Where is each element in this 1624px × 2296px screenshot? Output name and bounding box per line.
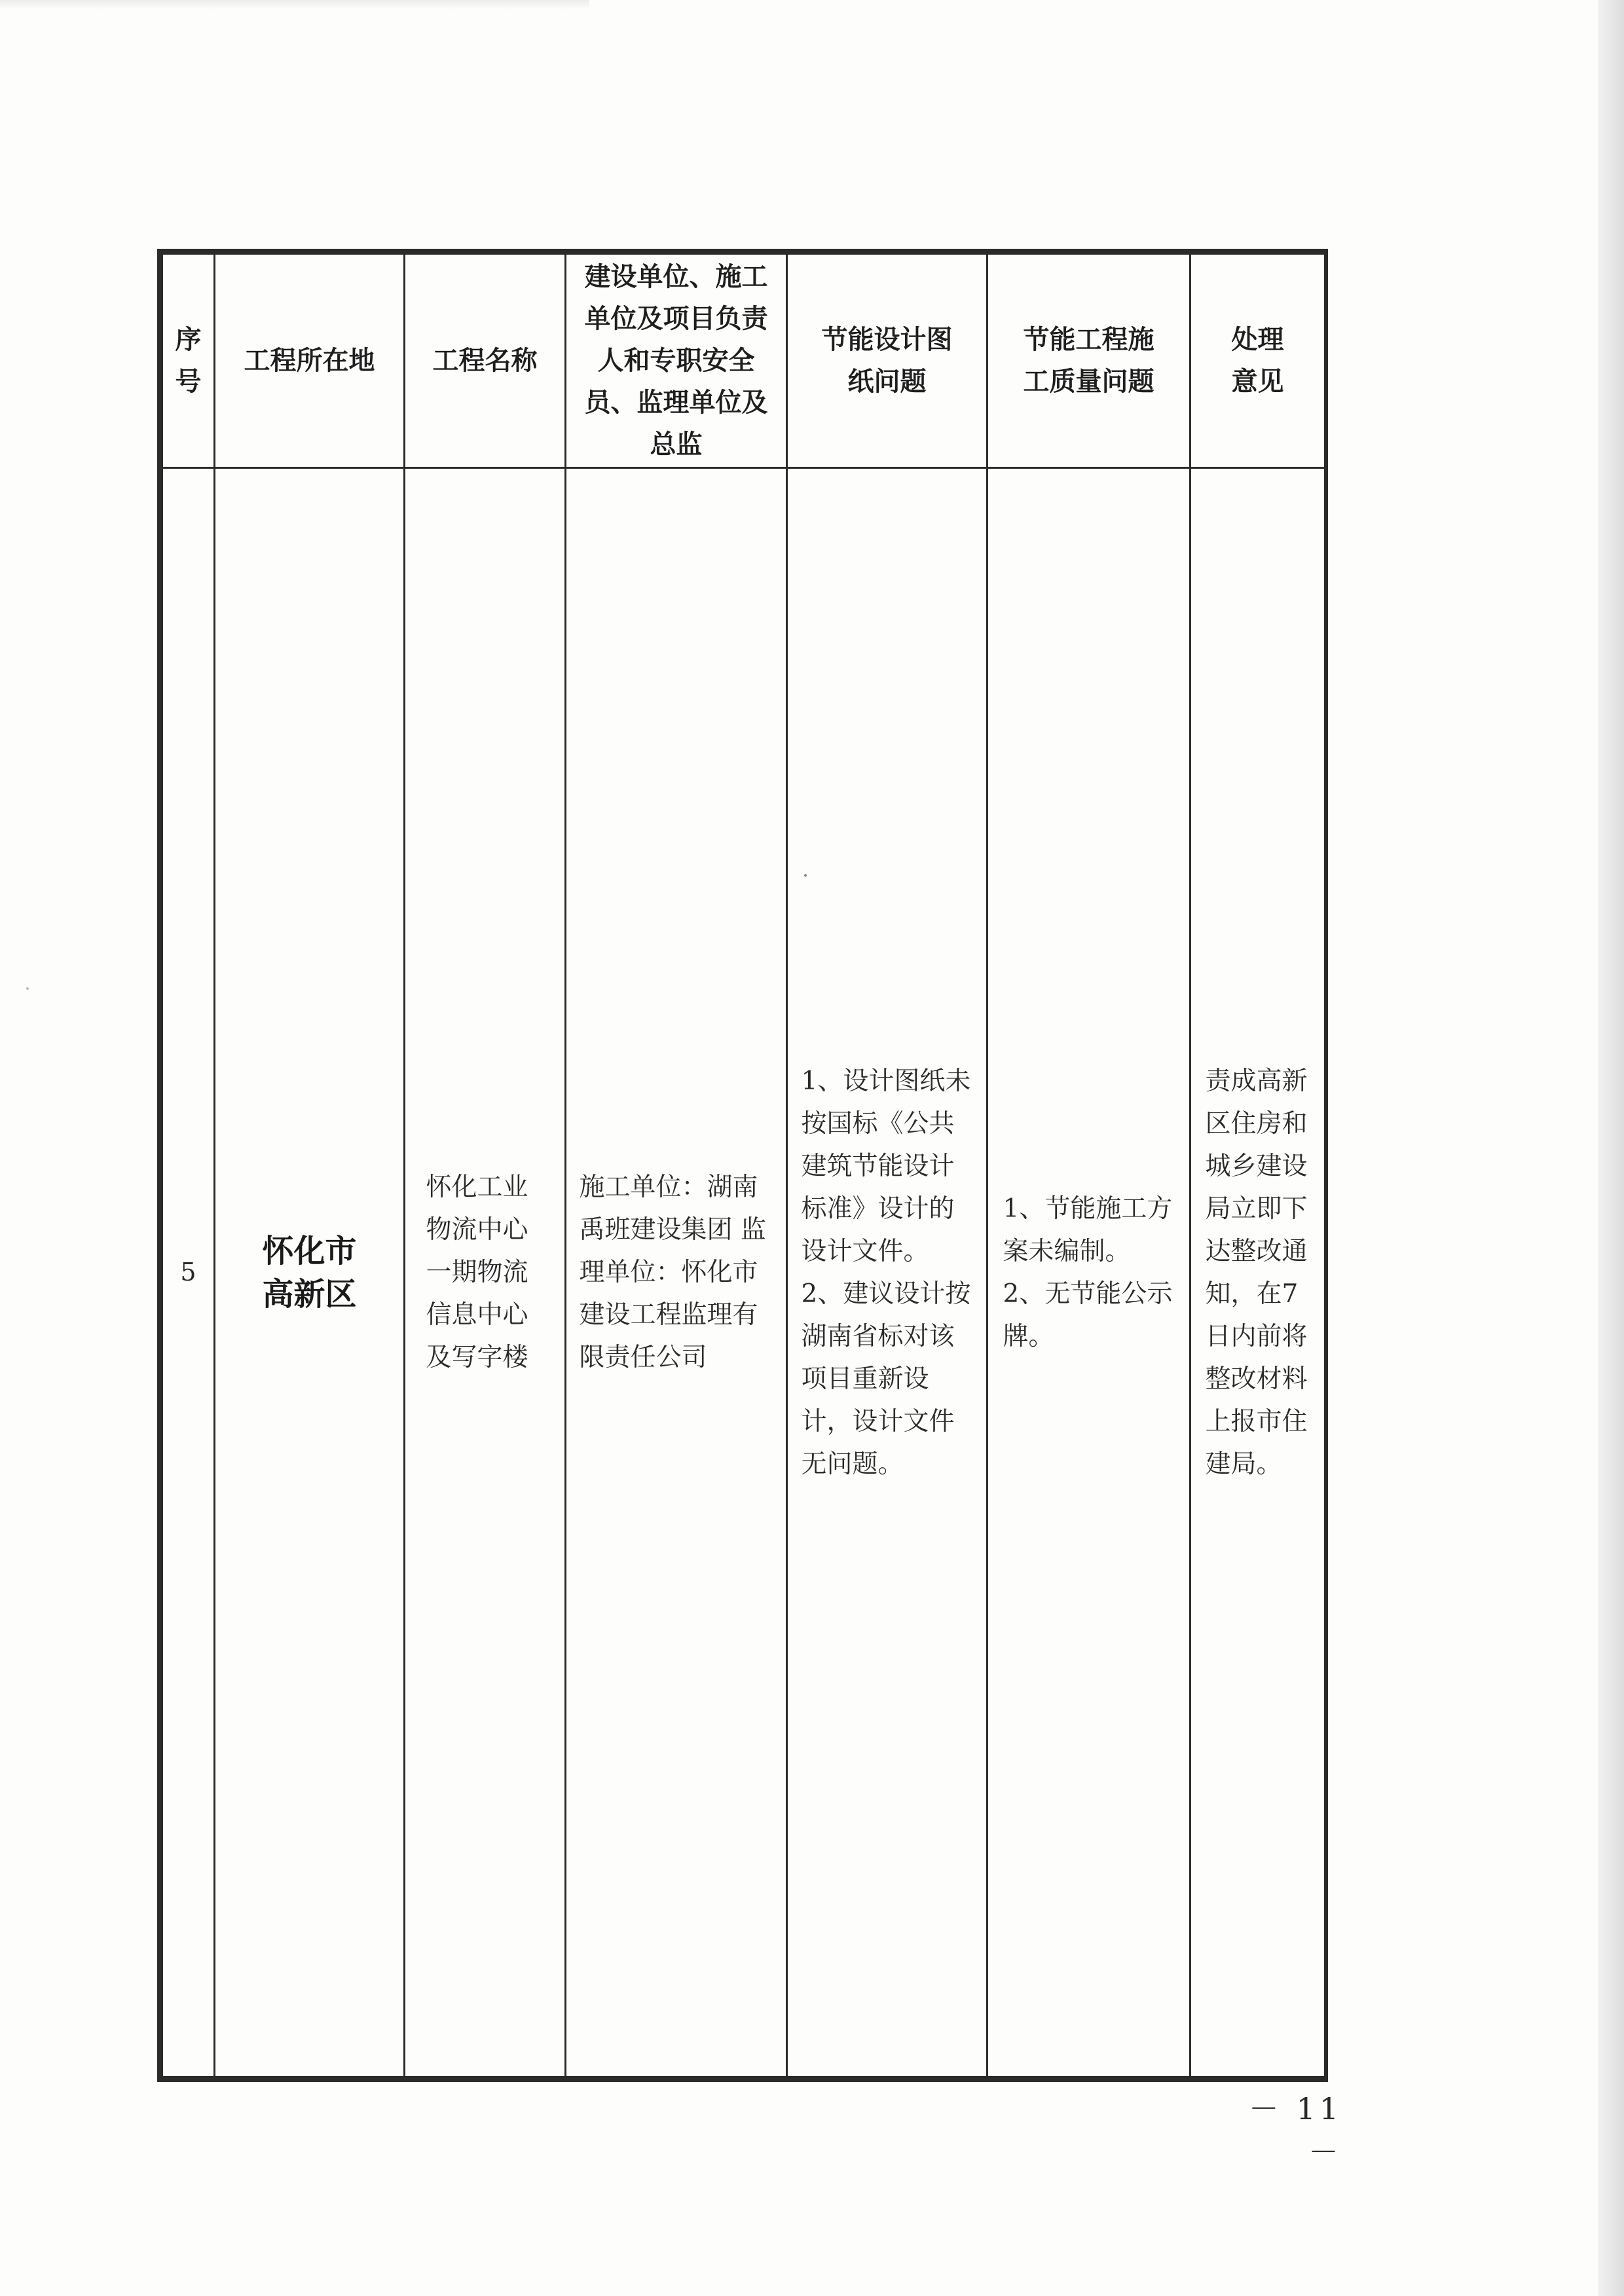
scan-edge <box>1598 0 1624 2296</box>
inspection-table <box>157 249 1328 2082</box>
header-units: 建设单位、施工单位及项目负责人和专职安全员、监理单位及总监 <box>566 254 787 468</box>
cell-opinion: 责成高新区住房和城乡建设局立即下达整改通知，在7日内前将整改材料上报市住建局。 <box>1190 468 1325 2077</box>
cell-construction-issues: 1、节能施工方案未编制。 2、无节能公示牌。 <box>987 468 1190 2077</box>
header-design-issues: 节能设计图纸问题 <box>787 254 987 468</box>
cell-units: 施工单位：湖南禹班建设集团 监理单位：怀化市建设工程监理有限责任公司 <box>566 468 787 2077</box>
header-seq: 序号 <box>162 254 215 468</box>
table-header-row <box>162 254 1325 468</box>
header-location: 工程所在地 <box>215 254 405 468</box>
header-construction-issues: 节能工程施工质量问题 <box>987 254 1190 468</box>
scan-speck <box>26 987 29 990</box>
table-row <box>162 468 1325 2077</box>
page-number: － 11 － <box>1248 2091 1342 2170</box>
cell-project-name: 怀化工业物流中心一期物流信息中心及写字楼 <box>405 468 566 2077</box>
cell-location: 怀化市高新区 <box>215 468 405 2077</box>
header-opinion: 处理意见 <box>1190 254 1325 468</box>
cell-design-issues: 1、设计图纸未按国标《公共建筑节能设计标准》设计的设计文件。 2、建议设计按湖南省标对该项目重新设计，设计文件无问题。 <box>787 468 987 2077</box>
scan-top-shadow <box>0 0 589 9</box>
cell-seq: 5 <box>162 468 215 2077</box>
inspection-table-grid <box>161 253 1326 2078</box>
header-project-name: 工程名称 <box>405 254 566 468</box>
